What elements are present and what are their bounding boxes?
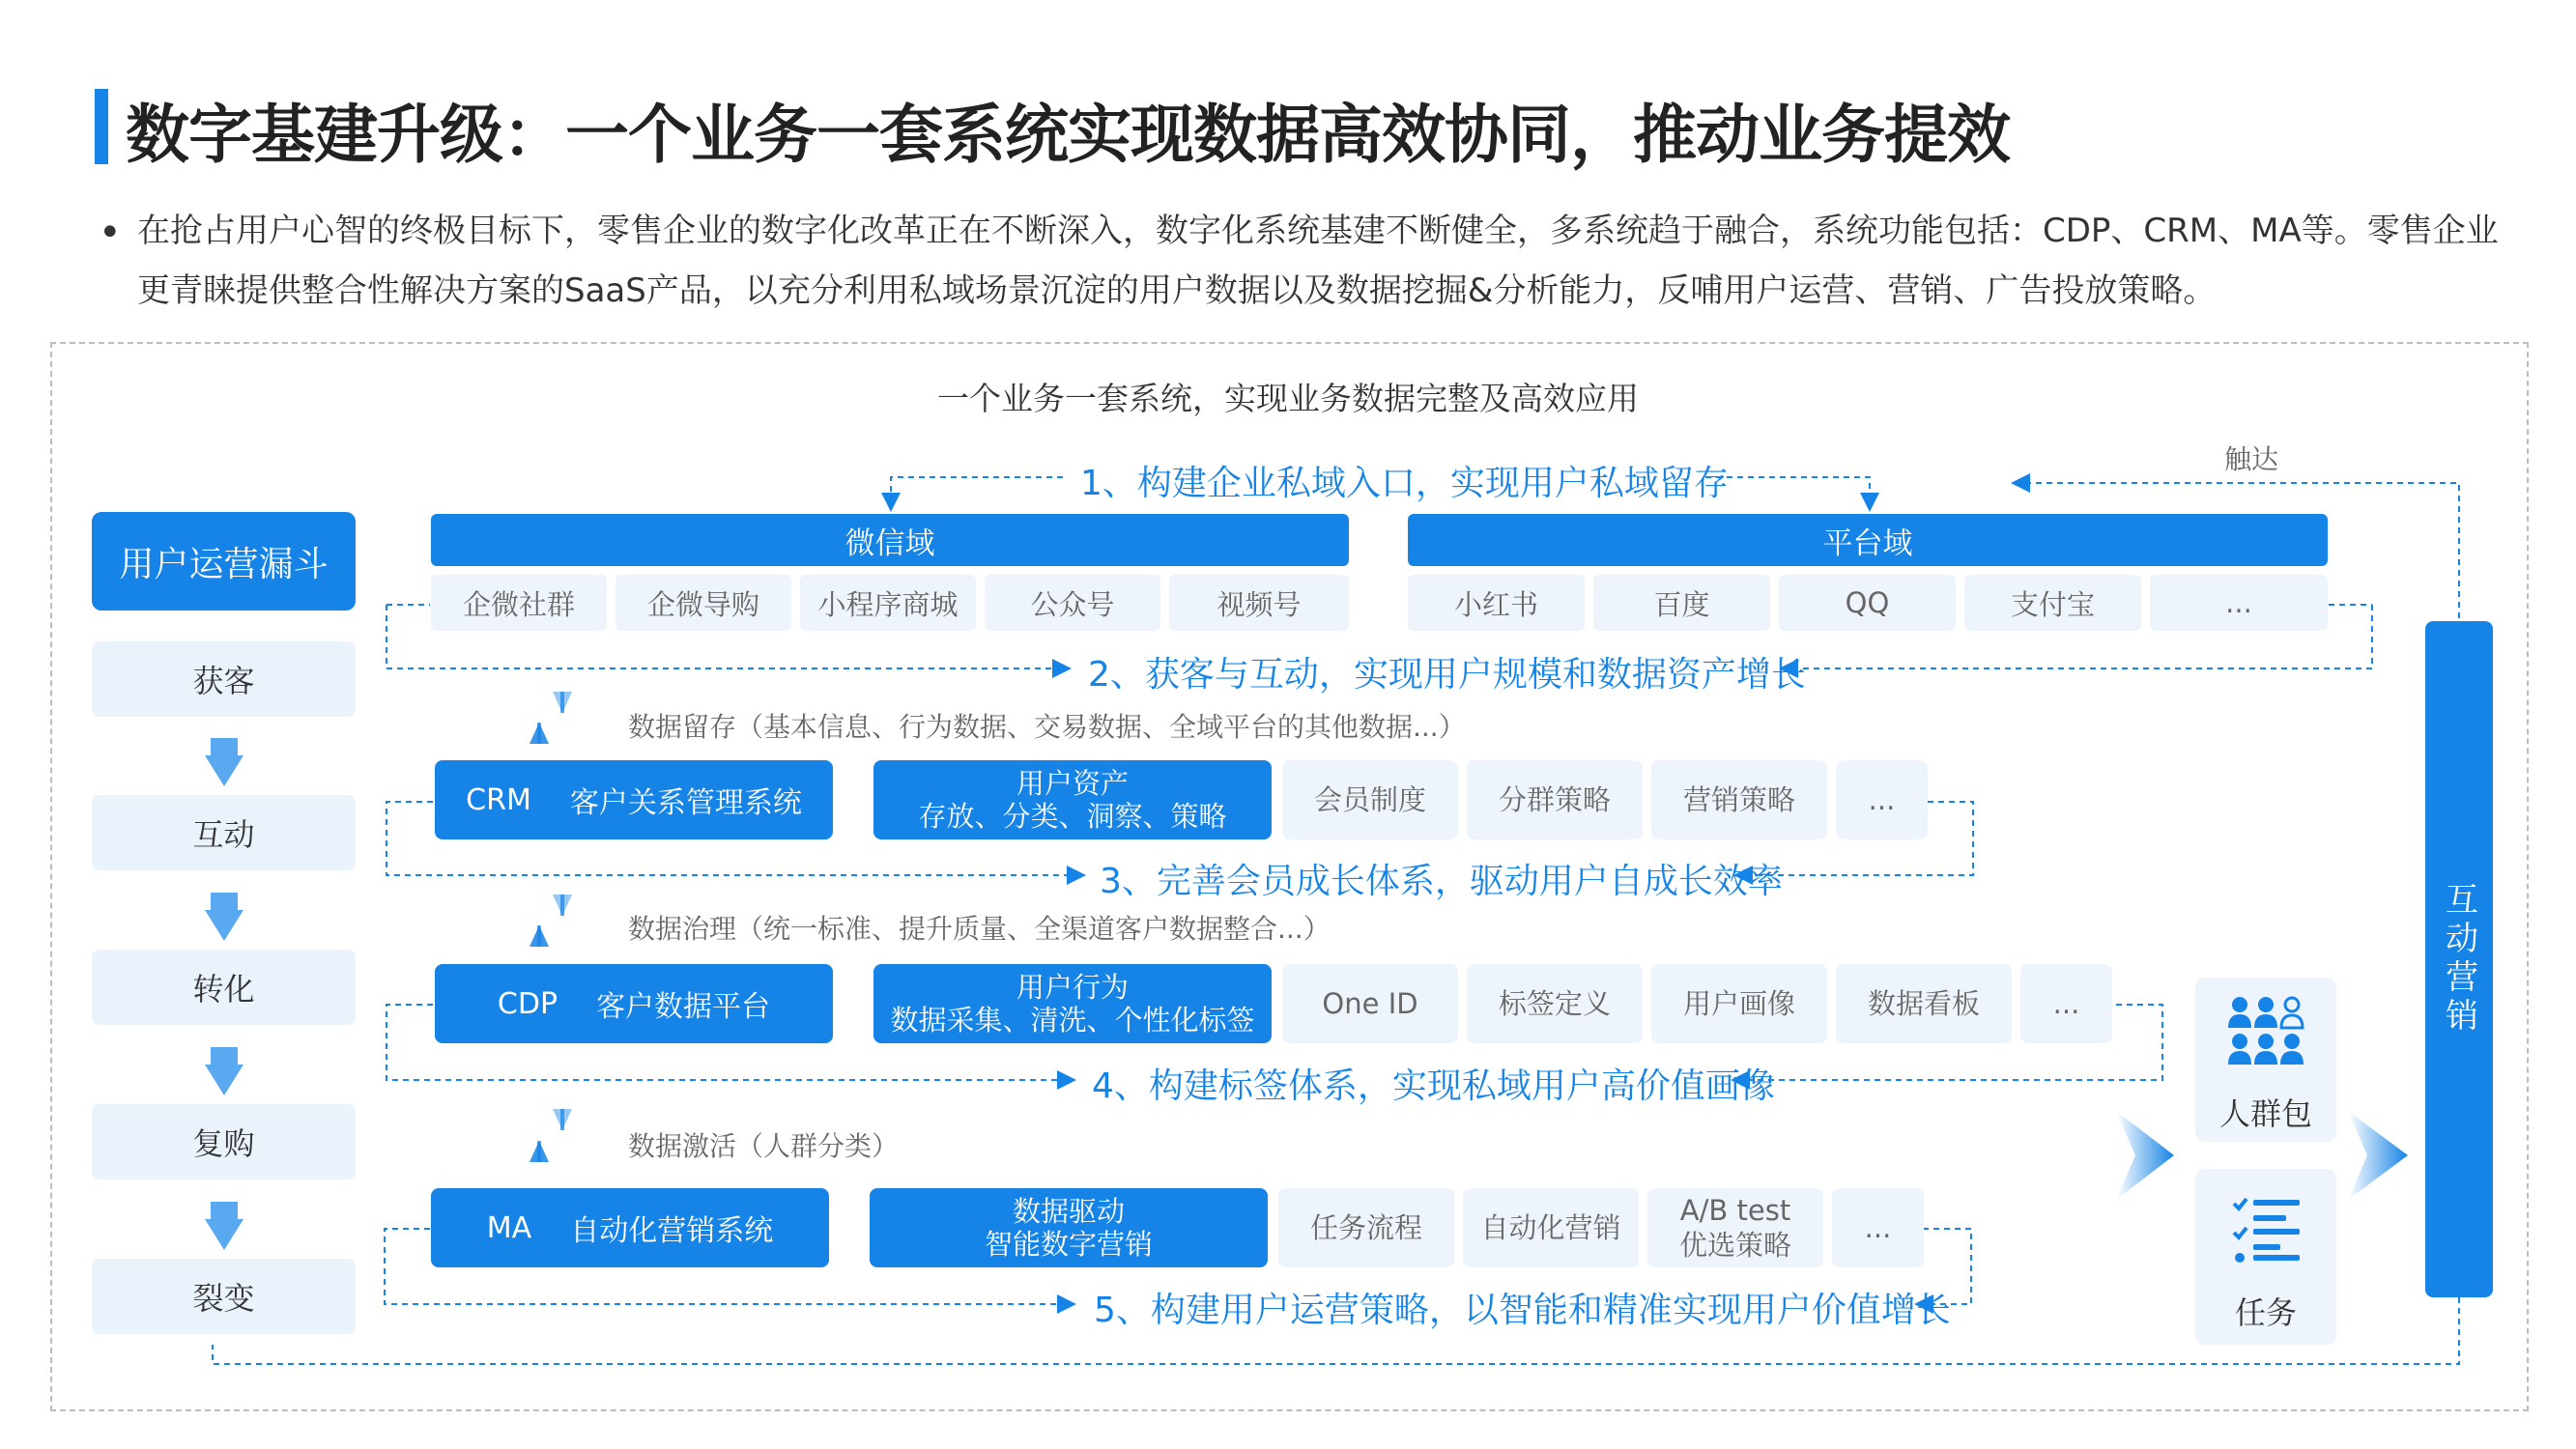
interactive-marketing-label: 互动营销 [2439,882,2478,1037]
crm-abbr: CRM [466,782,531,817]
flow-4-label: 4、构建标签体系，实现私域用户高价值画像 [1092,1066,1775,1106]
funnel-step-interact: 互动 [92,795,356,870]
wechat-domain-bar: 微信域 [431,514,1349,566]
chip-ab-test [1647,1188,1823,1267]
chip-more: ... [2150,575,2328,631]
cdp-feature-line1: 用户行为 [1016,971,1129,1004]
down-arrow-icon [205,738,243,786]
cdp-system-block [435,964,833,1043]
description-text: 在抢占用户心智的终极目标下，零售企业的数字化改革正在不断深入，数字化系统基建不断健全，多系统趋于融合，系统功能包括：CDP、CRM、MA等。零售企业更青睐提供整合性解决方案的SaaS产品，以充分利用私域场景沉淀的用户数据以及数据挖掘&分析能力，反哺用户运营、营销、广告投放策略。 [137,212,2499,310]
ma-system-block [431,1188,829,1267]
flow-1-label: 1、构建企业私域入口，实现用户私域留存 [1080,464,1729,503]
chip-task-flow: 任务流程 [1278,1188,1454,1267]
ab-test-line1: A/B test [1679,1194,1791,1227]
ma-name: 自动化营销系统 [570,1214,774,1248]
down-arrow-icon [205,1047,243,1095]
reach-label: 触达 [2224,443,2279,475]
cdp-name: 客户数据平台 [596,990,771,1024]
chip-user-profile: 用户画像 [1651,964,1827,1043]
crm-system-block [435,760,833,839]
ma-feature-line2: 智能数字营销 [984,1228,1153,1261]
chip-crm-more: ... [1836,760,1928,839]
ma-abbr: MA [486,1210,532,1245]
note-data-retention: 数据留存（基本信息、行为数据、交易数据、全域平台的其他数据...） [628,711,1466,743]
interactive-marketing-bar [2425,621,2493,1297]
ma-feature-line1: 数据驱动 [1012,1195,1125,1228]
user-group-icon [2226,995,2305,1070]
chip-official-account: 公众号 [985,575,1160,631]
chip-marketing-strategy: 营销策略 [1651,760,1827,839]
chip-one-id: One ID [1282,964,1458,1043]
chip-tag-definition: 标签定义 [1467,964,1643,1043]
note-data-governance: 数据治理（统一标准、提升质量、全渠道客户数据整合...） [628,913,1331,945]
funnel-step-repurchase: 复购 [92,1104,356,1179]
flow-3-label: 3、完善会员成长体系，驱动用户自成长效率 [1100,862,1783,901]
page-title: 数字基建升级：一个业务一套系统实现数据高效协同，推动业务提效 [126,98,2010,172]
audience-card-label: 人群包 [2218,1095,2312,1132]
task-card-label: 任务 [2234,1294,2297,1331]
chip-baidu: 百度 [1593,575,1770,631]
crm-feature-block [873,760,1272,839]
down-arrow-icon [205,1202,243,1250]
chip-cdp-more: ... [2020,964,2112,1043]
chip-ma-more: ... [1832,1188,1924,1267]
chip-xiaohongshu: 小红书 [1408,575,1585,631]
flow-2-label: 2、获客与互动，实现用户规模和数据资产增长 [1088,655,1806,695]
cdp-feature-block [873,964,1272,1043]
ma-feature-block [870,1188,1268,1267]
chip-qq: QQ [1779,575,1956,631]
crm-feature-line1: 用户资产 [1016,767,1129,800]
task-list-icon [2232,1196,2302,1264]
crm-feature-line2: 存放、分类、洞察、策略 [918,800,1227,833]
funnel-head: 用户运营漏斗 [92,512,356,611]
chip-alipay: 支付宝 [1964,575,2141,631]
funnel-step-convert: 转化 [92,950,356,1025]
down-arrow-icon [205,893,243,941]
chip-mini-program-mall: 小程序商城 [800,575,976,631]
funnel-step-acquire: 获客 [92,641,356,717]
chip-membership: 会员制度 [1282,760,1458,839]
cdp-abbr: CDP [497,986,558,1021]
platform-domain-bar: 平台域 [1408,514,2328,566]
crm-name: 客户关系管理系统 [569,786,802,820]
cdp-feature-line2: 数据采集、清洗、个性化标签 [890,1004,1255,1037]
bullet-dot: • [99,211,122,255]
flow-5-label: 5、构建用户运营策略，以智能和精准实现用户价值增长 [1094,1291,1951,1330]
funnel-step-viral: 裂变 [92,1259,356,1334]
task-card [2195,1169,2336,1345]
chip-segment-strategy: 分群策略 [1467,760,1643,839]
chip-automated-marketing: 自动化营销 [1463,1188,1639,1267]
ab-test-line2: 优选策略 [1678,1229,1791,1262]
chip-channels: 视频号 [1169,575,1349,631]
chip-data-dashboard: 数据看板 [1836,964,2012,1043]
chip-wecom-guide: 企微导购 [615,575,791,631]
note-data-activation: 数据激活（人群分类） [628,1130,900,1162]
diagram-heading: 一个业务一套系统，实现业务数据完整及高效应用 [937,380,1639,417]
audience-card [2195,978,2336,1142]
chip-wecom-community: 企微社群 [431,575,607,631]
